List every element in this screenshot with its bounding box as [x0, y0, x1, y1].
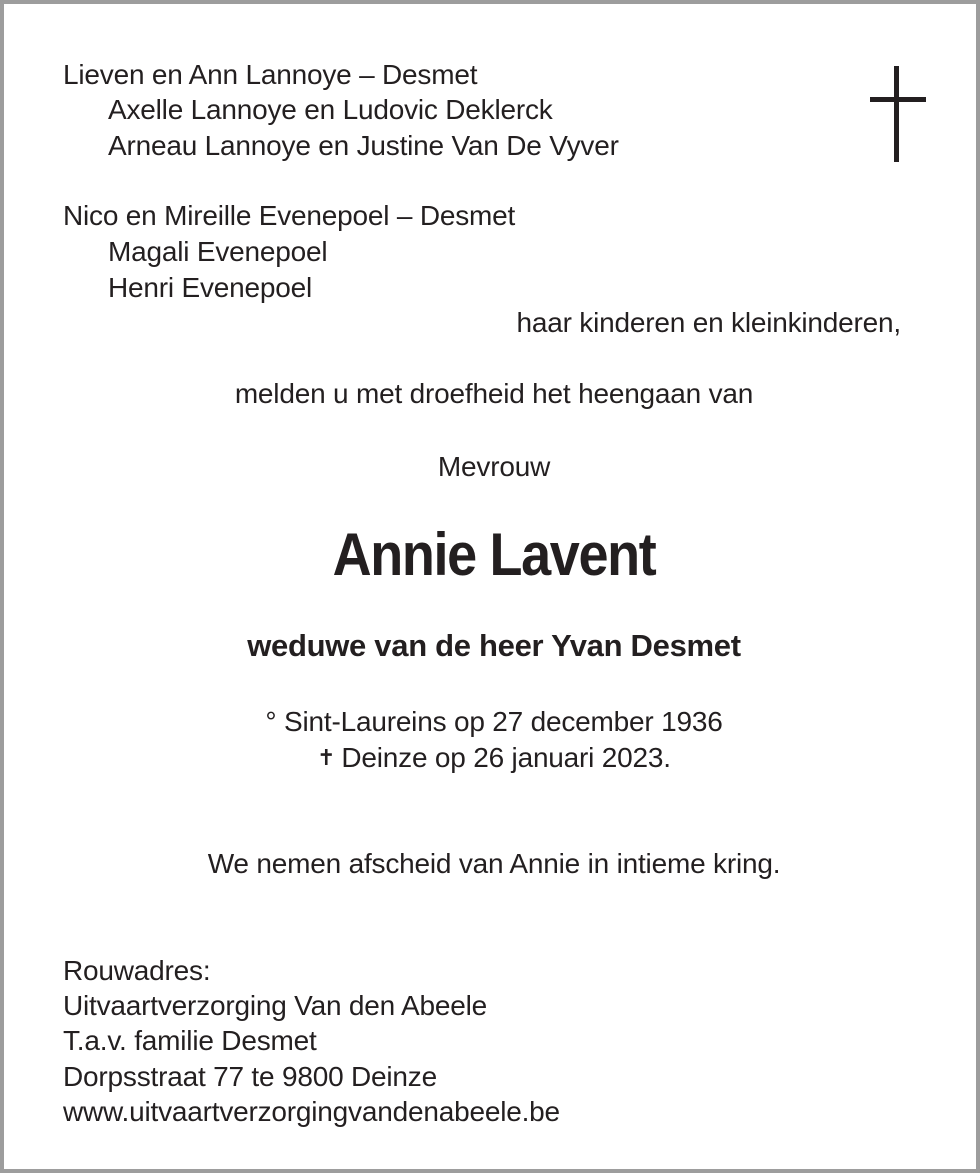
birth-line	[4, 705, 980, 739]
birth-text: Sint-Laureins op 27 december 1936	[284, 706, 723, 737]
death-line	[4, 741, 980, 775]
announcement-line: melden u met droefheid het heengaan van	[234, 378, 754, 409]
title-line: Mevrouw	[437, 451, 551, 482]
cross-icon-horizontal	[870, 97, 926, 102]
family-group-2-parents: Nico en Mireille Evenepoel – Desmet	[63, 200, 516, 231]
family-group-1-child-2: Arneau Lannoye en Justine Van De Vyver	[108, 130, 619, 161]
deceased-name: Annie Lavent	[332, 521, 656, 588]
family-group-1-parents: Lieven en Ann Lannoye – Desmet	[63, 59, 478, 90]
birth-symbol: °	[265, 706, 277, 737]
address-line-3: Dorpsstraat 77 te 9800 Deinze	[63, 1061, 437, 1092]
cross-icon-vertical	[894, 66, 899, 162]
cross-icon	[870, 66, 926, 162]
address-label: Rouwadres:	[63, 955, 211, 986]
address-line-2: T.a.v. familie Desmet	[63, 1025, 317, 1056]
family-group-1-child-1: Axelle Lannoye en Ludovic Deklerck	[108, 94, 553, 125]
farewell-line: We nemen afscheid van Annie in intieme kring.	[207, 848, 781, 879]
relation-line: haar kinderen en kleinkinderen,	[516, 307, 901, 338]
widow-line: weduwe van de heer Yvan Desmet	[247, 628, 741, 663]
address-website-link[interactable]: www.uitvaartverzorgingvandenabeele.be	[63, 1096, 560, 1127]
address-line-1: Uitvaartverzorging Van den Abeele	[63, 990, 488, 1021]
dagger-icon: ✝	[317, 745, 336, 770]
family-group-2-child-1: Magali Evenepoel	[108, 236, 328, 267]
death-text: Deinze op 26 januari 2023.	[341, 742, 671, 773]
family-group-2-child-2: Henri Evenepoel	[108, 272, 313, 303]
